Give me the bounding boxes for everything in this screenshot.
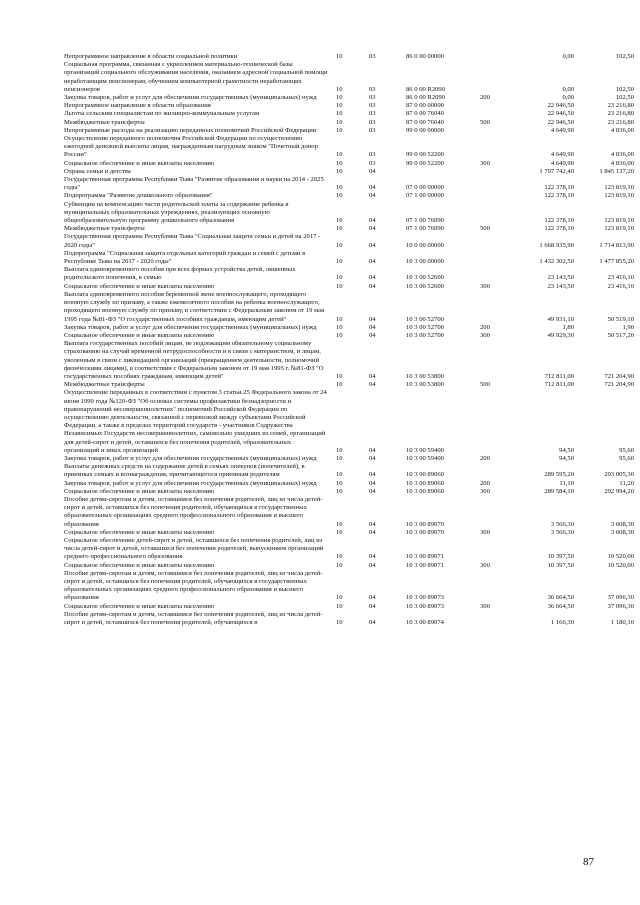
- row-amount-year2: 23 216,80: [607, 110, 634, 118]
- table-row: [64, 455, 634, 463]
- table-row: [64, 463, 634, 479]
- row-subsection-code: 04: [369, 561, 376, 569]
- row-target-article-code: 10 3 00 00000: [406, 258, 444, 266]
- row-amount-year2: 3 608,30: [610, 528, 634, 536]
- row-section-code: 10: [336, 53, 343, 60]
- row-target-article-code: 99 0 00 00000: [406, 126, 444, 134]
- row-subsection-code: 04: [369, 553, 376, 561]
- row-section-code: 10: [336, 594, 343, 602]
- row-subsection-code: 03: [369, 102, 376, 110]
- row-subsection-code: 04: [369, 594, 376, 602]
- row-amount-year1: 0,00: [562, 94, 574, 102]
- row-amount-year1: 4 649,90: [550, 151, 574, 159]
- row-section-code: 10: [336, 94, 343, 102]
- row-subsection-code: 03: [369, 151, 376, 159]
- row-target-article-code: 86 0 00 R2090: [406, 94, 446, 102]
- row-amount-year2: 1 845 137,20: [599, 167, 634, 175]
- table-row: [64, 488, 634, 496]
- row-target-article-code: 10 3 00 89060: [406, 487, 444, 495]
- row-subsection-code: 04: [369, 602, 376, 610]
- row-name: Пособие детям-сиротам и детям, оставшимся без попечения родителей, лиц из числа детей-сирот и детей, оставшихся без попечения родителей, обучающихся в: [64, 610, 323, 627]
- row-amount-year1: 122 378,10: [544, 225, 574, 233]
- row-amount-year1: 94,50: [559, 454, 574, 462]
- row-expense-type-code: 200: [480, 479, 490, 487]
- row-section-code: 10: [336, 184, 343, 192]
- row-amount-year2: 23 216,80: [607, 118, 634, 126]
- row-subsection-code: 04: [369, 487, 376, 495]
- row-expense-type-code: 200: [480, 454, 490, 462]
- row-amount-year1: 22 946,50: [547, 118, 574, 126]
- row-expense-type-code: 300: [480, 331, 490, 339]
- row-amount-year1: 289 595,20: [544, 471, 574, 479]
- row-target-article-code: 10 3 00 89060: [406, 479, 444, 487]
- row-section-code: 10: [336, 315, 343, 323]
- row-amount-year2: 10 520,00: [607, 553, 634, 561]
- row-section-code: 10: [336, 167, 343, 175]
- row-target-article-code: 10 3 00 52700: [406, 323, 444, 331]
- row-name: Пособие детям-сиротам и детям, оставшимся без попечения родителей, лиц из числа детей-сирот и детей, оставшихся без попечения родителей, обучающихся в государственных образовательных организациях среднего профессионального образования и высшего образования: [64, 569, 323, 602]
- row-amount-year1: 712 811,00: [544, 381, 574, 389]
- row-amount-year2: 95,60: [619, 446, 634, 454]
- row-subsection-code: 04: [369, 520, 376, 528]
- row-expense-type-code: 500: [480, 118, 490, 126]
- row-amount-year2: 95,60: [619, 454, 634, 462]
- row-name: Подпрограмма "Социальная защита отдельных категорий граждан и семей с детьми в Республике Тыва на 2017 - 2020 годы": [64, 249, 306, 266]
- row-section-code: 10: [336, 553, 343, 561]
- row-amount-year1: 11,10: [559, 479, 574, 487]
- table-row: [64, 61, 634, 94]
- row-subsection-code: 04: [369, 479, 376, 487]
- row-subsection-code: 03: [369, 53, 376, 60]
- row-target-article-code: 99 0 00 52200: [406, 151, 444, 159]
- row-subsection-code: 04: [369, 167, 376, 175]
- row-name: Социальное обеспечение и иные выплаты населению: [64, 282, 215, 290]
- table-row: [64, 537, 634, 562]
- row-subsection-code: 04: [369, 331, 376, 339]
- row-amount-year2: 37 096,30: [607, 602, 634, 610]
- row-amount-year1: 289 584,10: [544, 487, 574, 495]
- row-name: Межбюджетные трансферты: [64, 225, 145, 233]
- row-name: Выплаты денежных средств на содержание детей в семьях опекунов (попечителей), в приемных семьях и вознаграждения, причитающегося приемным родителям: [64, 463, 305, 479]
- row-amount-year1: 49 931,10: [547, 315, 574, 323]
- row-amount-year2: 37 096,30: [607, 594, 634, 602]
- row-amount-year2: 10 520,00: [607, 561, 634, 569]
- row-target-article-code: 10 3 00 52700: [406, 315, 444, 323]
- row-section-code: 10: [336, 192, 343, 200]
- row-name: Закупка товаров, работ и услуг для обеспечения государственных (муниципальных) нужд: [64, 454, 317, 462]
- row-target-article-code: 10 3 00 89070: [406, 520, 444, 528]
- table-row: [64, 611, 634, 627]
- row-section-code: 10: [336, 471, 343, 479]
- row-section-code: 10: [336, 159, 343, 167]
- row-section-code: 10: [336, 258, 343, 266]
- row-subsection-code: 04: [369, 471, 376, 479]
- row-subsection-code: 03: [369, 94, 376, 102]
- row-subsection-code: 04: [369, 619, 376, 627]
- row-subsection-code: 04: [369, 258, 376, 266]
- row-amount-year2: 23 416,10: [607, 274, 634, 282]
- row-name: Выплата государственных пособий лицам, не подлежащим обязательному социальному страхованию на случай временной нетрудоспособности и в связи с материнством, и лицам, уволенным в связи с ликвидацией организаций (прекращением деятельности, полномочий физическими лицами), в соответствии с Федеральным законом от 19 мая 1995 г. №81-ФЗ "О государственных пособиях гражданам, имеющим детей": [64, 340, 324, 380]
- row-amount-year1: 1 166,30: [550, 619, 574, 627]
- table-row: [64, 332, 634, 340]
- row-section-code: 10: [336, 561, 343, 569]
- row-target-article-code: 87 0 00 76040: [406, 110, 444, 118]
- row-amount-year2: 123 819,10: [604, 192, 634, 200]
- table-row: [64, 381, 634, 389]
- table-row: [64, 603, 634, 611]
- table-row: [64, 480, 634, 488]
- row-name: Государственная программа Республики Тыва "Социальная защита семьи и детей на 2017 - 2020 годы": [64, 233, 321, 249]
- row-name: Государственная программа Республики Тыва "Развитие образования и науки на 2014 - 2025 годы": [64, 176, 324, 192]
- row-section-code: 10: [336, 110, 343, 118]
- row-subsection-code: 03: [369, 85, 376, 93]
- row-name: Непрограммное направление в области образования: [64, 102, 211, 110]
- row-amount-year1: 10 397,50: [547, 561, 574, 569]
- row-amount-year2: 102,50: [615, 94, 634, 102]
- row-amount-year2: 102,50: [615, 53, 634, 60]
- row-subsection-code: 04: [369, 274, 376, 282]
- row-target-article-code: 87 0 00 76040: [406, 118, 444, 126]
- row-amount-year2: 123 819,10: [604, 217, 634, 225]
- row-target-article-code: 10 3 00 53800: [406, 381, 444, 389]
- row-amount-year2: 23 416,10: [607, 282, 634, 290]
- table-row: [64, 192, 634, 200]
- row-subsection-code: 03: [369, 126, 376, 134]
- row-subsection-code: 04: [369, 323, 376, 331]
- row-expense-type-code: 500: [480, 225, 490, 233]
- row-subsection-code: 04: [369, 225, 376, 233]
- row-name: Социальное обеспечение детей-сирот и детей, оставшихся без попечения родителей, лиц из числа детей-сирот и детей, оставшихся без попечения родителей, выпускников организаций среднего профессионального образования: [64, 536, 324, 561]
- row-target-article-code: 10 3 00 52600: [406, 282, 444, 290]
- row-name: Закупка товаров, работ и услуг для обеспечения государственных (муниципальных) нужд: [64, 94, 317, 102]
- row-target-article-code: 10 3 00 89073: [406, 602, 444, 610]
- row-target-article-code: 10 0 00 00000: [406, 241, 444, 249]
- row-name: Межбюджетные трансферты: [64, 381, 145, 389]
- row-target-article-code: 86 0 00 R2090: [406, 85, 446, 93]
- table-row: [64, 529, 634, 537]
- row-target-article-code: 87 0 00 00000: [406, 102, 444, 110]
- row-name: Осуществление переданного полномочия Российской Федерации по осуществлению ежегодной денежной выплаты лицам, награжденным нагрудным знаком "Почетный донор России": [64, 135, 318, 159]
- row-amount-year1: 0,00: [562, 85, 574, 93]
- table-row: [64, 225, 634, 233]
- row-amount-year1: 49 929,30: [547, 331, 574, 339]
- row-target-article-code: 10 3 00 52600: [406, 274, 444, 282]
- row-name: Выплата единовременного пособия беременной жене военнослужащего, проходящего военную службу по призыву, а также ежемесячного пособия на ребенка военнослужащего, проходящего военную службу по призыву, в соответствии с Федеральным законом от 19 мая 1995 года №81-ФЗ "О государственных пособиях гражданам, имеющим детей": [64, 290, 325, 323]
- row-name: Непрограммное направление в области социальной политики: [64, 53, 238, 60]
- row-subsection-code: 04: [369, 241, 376, 249]
- row-subsection-code: 04: [369, 446, 376, 454]
- row-section-code: 10: [336, 528, 343, 536]
- row-section-code: 10: [336, 602, 343, 610]
- row-section-code: 10: [336, 520, 343, 528]
- row-amount-year2: 123 819,10: [604, 184, 634, 192]
- table-row: [64, 389, 634, 455]
- row-target-article-code: 10 3 00 89070: [406, 528, 444, 536]
- row-amount-year2: 293 005,30: [604, 471, 634, 479]
- row-section-code: 10: [336, 274, 343, 282]
- row-section-code: 10: [336, 118, 343, 126]
- row-target-article-code: 07 1 00 76090: [406, 217, 444, 225]
- row-amount-year2: 23 216,80: [607, 102, 634, 110]
- row-name: Социальное обеспечение и иные выплаты населению: [64, 331, 215, 339]
- row-expense-type-code: 300: [480, 602, 490, 610]
- row-subsection-code: 04: [369, 454, 376, 462]
- table-row: [64, 94, 634, 102]
- row-amount-year2: 1 714 813,90: [599, 241, 634, 249]
- row-amount-year1: 3 566,30: [550, 520, 574, 528]
- row-section-code: 10: [336, 225, 343, 233]
- table-row: [64, 562, 634, 570]
- row-amount-year2: 1 477 855,20: [599, 258, 634, 266]
- row-amount-year2: 4 836,00: [610, 126, 634, 134]
- row-name: Осуществление переданных в соответствии с пунктом 3 статьи 25 Федерального закона от 24 июня 1999 года №120-ФЗ "Об основах системы профилактики безнадзорности и правонарушений несовершеннолетних" полномочий Российской Федерации по осуществлению деятельности, связанной с перевозкой между субъектами Российской Федерации, а также в пределах территорий государств - участников Содружества Независимых Государств несовершеннолетних, самовольно ушедших из семей, организаций для детей-сирот и детей, оставшихся без попечения родителей, образовательных организаций и иных организаций: [64, 389, 327, 454]
- row-amount-year2: 1,90: [622, 323, 634, 331]
- row-expense-type-code: 300: [480, 282, 490, 290]
- row-section-code: 10: [336, 479, 343, 487]
- row-subsection-code: 04: [369, 217, 376, 225]
- row-name: Подпрограмма "Развитие дошкольного образования": [64, 192, 213, 200]
- table-row: [64, 250, 634, 266]
- row-name: Субвенции на компенсацию части родительской платы за содержание ребенка в муниципальных образовательных учреждениях, реализующих основную общеобразовательную программу дошкольного образования: [64, 200, 289, 225]
- row-subsection-code: 04: [369, 381, 376, 389]
- row-target-article-code: 10 3 00 53800: [406, 372, 444, 380]
- row-section-code: 10: [336, 487, 343, 495]
- row-amount-year1: 122 378,10: [544, 192, 574, 200]
- row-amount-year1: 712 811,00: [544, 372, 574, 380]
- row-name: Социальное обеспечение и иные выплаты населению: [64, 561, 215, 569]
- row-section-code: 10: [336, 241, 343, 249]
- row-amount-year1: 1 432 302,50: [539, 258, 574, 266]
- row-amount-year2: 1 180,10: [610, 619, 634, 627]
- row-target-article-code: 10 3 00 59400: [406, 454, 444, 462]
- row-amount-year2: 3 608,30: [610, 520, 634, 528]
- row-amount-year1: 122 378,10: [544, 184, 574, 192]
- row-amount-year1: 4 649,90: [550, 159, 574, 167]
- table-row: [64, 127, 634, 135]
- row-expense-type-code: 200: [480, 94, 490, 102]
- row-section-code: 10: [336, 282, 343, 290]
- row-expense-type-code: 300: [480, 487, 490, 495]
- row-target-article-code: 10 3 00 89060: [406, 471, 444, 479]
- row-section-code: 10: [336, 331, 343, 339]
- row-amount-year1: 1 797 742,40: [539, 167, 574, 175]
- table-row: [64, 283, 634, 291]
- row-target-article-code: 86 0 00 00000: [406, 53, 444, 60]
- row-amount-year2: 50 519,10: [607, 315, 634, 323]
- row-target-article-code: 10 3 00 89073: [406, 594, 444, 602]
- row-name: Социальная программа, связанная с укреплением материально-технической базы организаций социального обслуживания населения, оказанием адресной социальной помощи неработающим пенсионерам, обучением компьютерной грамотности неработающих пенсионеров: [64, 61, 328, 93]
- table-row: [64, 110, 634, 118]
- row-section-code: 10: [336, 446, 343, 454]
- row-amount-year1: 0,00: [562, 53, 574, 60]
- row-section-code: 10: [336, 126, 343, 134]
- row-amount-year1: 4 649,90: [550, 126, 574, 134]
- row-section-code: 10: [336, 151, 343, 159]
- row-target-article-code: 07 1 00 00000: [406, 192, 444, 200]
- row-section-code: 10: [336, 323, 343, 331]
- row-expense-type-code: 200: [480, 323, 490, 331]
- row-name: Льготы сельским специалистам по жилищно-коммунальным услугам: [64, 110, 260, 118]
- row-target-article-code: 10 3 00 89071: [406, 553, 444, 561]
- row-amount-year2: 721 204,90: [604, 372, 634, 380]
- row-amount-year2: 4 836,00: [610, 151, 634, 159]
- table-row: [64, 160, 634, 168]
- row-amount-year1: 22 946,50: [547, 102, 574, 110]
- row-name: Закупка товаров, работ и услуг для обеспечения государственных (муниципальных) нужд: [64, 479, 317, 487]
- row-target-article-code: 10 3 00 52700: [406, 331, 444, 339]
- row-amount-year1: 23 143,50: [547, 282, 574, 290]
- table-row: [64, 340, 634, 381]
- row-name: Социальное обеспечение и иные выплаты населению: [64, 159, 215, 167]
- row-amount-year2: 4 836,00: [610, 159, 634, 167]
- table-row: [64, 201, 634, 226]
- row-section-code: 10: [336, 381, 343, 389]
- row-section-code: 10: [336, 217, 343, 225]
- table-row: [64, 291, 634, 324]
- row-amount-year2: 721 204,90: [604, 381, 634, 389]
- row-amount-year2: 50 517,20: [607, 331, 634, 339]
- row-name: Закупка товаров, работ и услуг для обеспечения государственных (муниципальных) нужд: [64, 323, 317, 331]
- table-row: [64, 168, 634, 176]
- row-subsection-code: 04: [369, 184, 376, 192]
- row-section-code: 10: [336, 619, 343, 627]
- row-target-article-code: 10 3 00 89071: [406, 561, 444, 569]
- row-name: Межбюджетные трансферты: [64, 118, 145, 126]
- row-amount-year1: 1,80: [562, 323, 574, 331]
- table-row: [64, 266, 634, 282]
- row-subsection-code: 04: [369, 192, 376, 200]
- row-expense-type-code: 300: [480, 528, 490, 536]
- row-amount-year1: 36 664,50: [547, 602, 574, 610]
- page-number: 87: [583, 856, 594, 868]
- row-amount-year1: 122 378,10: [544, 217, 574, 225]
- table-row: [64, 135, 634, 160]
- row-name: Пособие детям-сиротам и детям, оставшимся без попечения родителей, лиц из числа детей-сирот и детей, оставшихся без попечения родителей, обучающихся в государственных образовательных организациях среднего профессионального образования и высшего образования: [64, 495, 323, 528]
- row-amount-year2: 102,50: [615, 85, 634, 93]
- row-subsection-code: 03: [369, 159, 376, 167]
- row-target-article-code: 10 3 00 89074: [406, 619, 444, 627]
- row-amount-year1: 3 566,30: [550, 528, 574, 536]
- table-row: [64, 119, 634, 127]
- row-name: Выплата единовременного пособия при всех формах устройства детей, лишенных родительского попечения, в семью: [64, 266, 296, 282]
- row-amount-year2: 292 994,20: [604, 487, 634, 495]
- table-row: [64, 496, 634, 529]
- table-row: [64, 233, 634, 249]
- row-subsection-code: 03: [369, 118, 376, 126]
- row-name: Социальное обеспечение и иные выплаты населению: [64, 487, 215, 495]
- table-row: [64, 176, 634, 192]
- table-row: [64, 53, 634, 61]
- row-name: Социальное обеспечение и иные выплаты населению: [64, 528, 215, 536]
- row-amount-year1: 94,50: [559, 446, 574, 454]
- row-amount-year1: 22 946,50: [547, 110, 574, 118]
- row-section-code: 10: [336, 454, 343, 462]
- row-name: Социальное обеспечение и иные выплаты населению: [64, 602, 215, 610]
- row-expense-type-code: 300: [480, 561, 490, 569]
- row-target-article-code: 99 0 00 52200: [406, 159, 444, 167]
- row-amount-year1: 36 664,50: [547, 594, 574, 602]
- row-amount-year1: 10 397,50: [547, 553, 574, 561]
- row-subsection-code: 03: [369, 110, 376, 118]
- row-section-code: 10: [336, 102, 343, 110]
- row-section-code: 10: [336, 85, 343, 93]
- row-name: Непрограммные расходы на реализацию переданных полномочий Российской Федерации: [64, 126, 317, 134]
- row-expense-type-code: 500: [480, 381, 490, 389]
- row-amount-year2: 123 819,10: [604, 225, 634, 233]
- row-name: Охрана семьи и детства: [64, 167, 131, 175]
- table-row: [64, 570, 634, 603]
- row-subsection-code: 04: [369, 372, 376, 380]
- budget-table: [64, 53, 634, 627]
- row-amount-year1: 23 143,50: [547, 274, 574, 282]
- row-section-code: 10: [336, 372, 343, 380]
- row-target-article-code: 10 3 00 59400: [406, 446, 444, 454]
- row-target-article-code: 07 1 00 76090: [406, 225, 444, 233]
- row-subsection-code: 04: [369, 282, 376, 290]
- table-row: [64, 102, 634, 110]
- row-target-article-code: 07 0 00 00000: [406, 184, 444, 192]
- row-amount-year2: 11,20: [619, 479, 634, 487]
- row-amount-year1: 1 668 935,90: [539, 241, 574, 249]
- table-row: [64, 324, 634, 332]
- row-subsection-code: 04: [369, 315, 376, 323]
- row-subsection-code: 04: [369, 528, 376, 536]
- row-expense-type-code: 300: [480, 159, 490, 167]
